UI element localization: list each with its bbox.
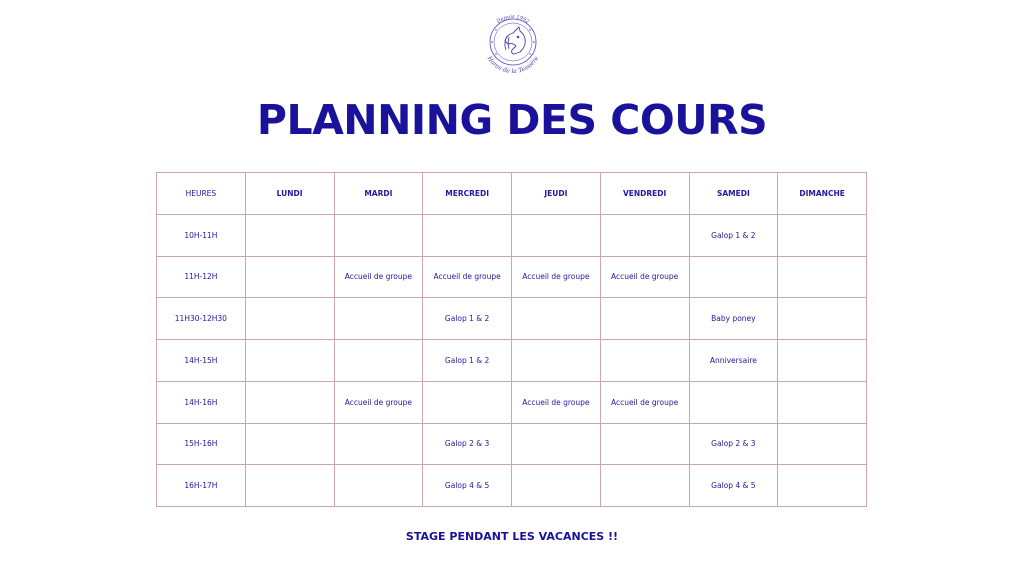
table-cell (512, 340, 601, 382)
table-cell: Accueil de groupe (600, 256, 689, 298)
table-cell: Galop 2 & 3 (689, 423, 778, 465)
table-cell: Accueil de groupe (423, 256, 512, 298)
table-row (157, 465, 867, 507)
table-cell (689, 381, 778, 423)
table-cell (423, 381, 512, 423)
table-cell: Galop 1 & 2 (689, 214, 778, 256)
table-cell (689, 256, 778, 298)
horse-head-icon (505, 27, 525, 54)
table-cell: Galop 1 & 2 (423, 340, 512, 382)
table-cell (600, 298, 689, 340)
table-cell (778, 214, 867, 256)
table-cell (778, 340, 867, 382)
table-row (157, 214, 867, 256)
logo (478, 6, 548, 76)
table-cell: Galop 4 & 5 (689, 465, 778, 507)
table-cell (245, 465, 334, 507)
table-cell: Baby poney (689, 298, 778, 340)
table-cell (423, 214, 512, 256)
table-cell: Galop 2 & 3 (423, 423, 512, 465)
time-slot-cell: 15H-16H (157, 423, 246, 465)
logo-emblem (478, 6, 548, 76)
table-header-row (157, 173, 867, 215)
table-cell (600, 423, 689, 465)
table-cell: Galop 4 & 5 (423, 465, 512, 507)
column-header-wednesday: MERCREDI (423, 173, 512, 215)
table-cell (334, 214, 423, 256)
time-slot-cell: 11H-12H (157, 256, 246, 298)
table-cell: Anniversaire (689, 340, 778, 382)
table-cell (778, 465, 867, 507)
column-header-tuesday: MARDI (334, 173, 423, 215)
time-slot-cell: 16H-17H (157, 465, 246, 507)
table-cell (778, 256, 867, 298)
column-header-thursday: JEUDI (512, 173, 601, 215)
time-slot-cell: 11H30-12H30 (157, 298, 246, 340)
table-cell (334, 340, 423, 382)
logo-bottom-text: Haras de la Tessière (485, 55, 541, 76)
table-cell (245, 381, 334, 423)
holiday-camp-note: STAGE PENDANT LES VACANCES !! (405, 530, 619, 543)
column-header-monday: LUNDI (245, 173, 334, 215)
table-cell (512, 423, 601, 465)
table-row (157, 256, 867, 298)
table-cell (245, 423, 334, 465)
table-cell: Galop 1 & 2 (423, 298, 512, 340)
time-slot-cell: 10H-11H (157, 214, 246, 256)
schedule-table (156, 172, 867, 507)
table-cell (334, 423, 423, 465)
table-row (157, 423, 867, 465)
logo-top-text: Depuis 1992 (495, 13, 531, 25)
time-slot-cell: 14H-15H (157, 340, 246, 382)
table-cell (600, 465, 689, 507)
table-cell (245, 214, 334, 256)
table-cell (778, 298, 867, 340)
table-cell: Accueil de groupe (600, 381, 689, 423)
table-cell (600, 340, 689, 382)
table-cell: Accueil de groupe (334, 381, 423, 423)
table-cell: Accueil de groupe (334, 256, 423, 298)
column-header-friday: VENDREDI (600, 173, 689, 215)
table-cell (334, 298, 423, 340)
table-cell (245, 256, 334, 298)
table-cell: Accueil de groupe (512, 256, 601, 298)
column-header-sunday: DIMANCHE (778, 173, 867, 215)
table-cell (512, 465, 601, 507)
table-row (157, 340, 867, 382)
time-slot-cell: 14H-16H (157, 381, 246, 423)
table-cell (600, 214, 689, 256)
column-header-saturday: SAMEDI (689, 173, 778, 215)
table-cell: Accueil de groupe (512, 381, 601, 423)
table-row (157, 381, 867, 423)
table-cell (334, 465, 423, 507)
table-cell (512, 298, 601, 340)
table-cell (245, 298, 334, 340)
table-row (157, 298, 867, 340)
table-cell (245, 340, 334, 382)
page-title: PLANNING DES COURS (256, 96, 768, 144)
column-header-hours: HEURES (157, 173, 246, 215)
table-cell (778, 381, 867, 423)
table-cell (778, 423, 867, 465)
table-cell (512, 214, 601, 256)
